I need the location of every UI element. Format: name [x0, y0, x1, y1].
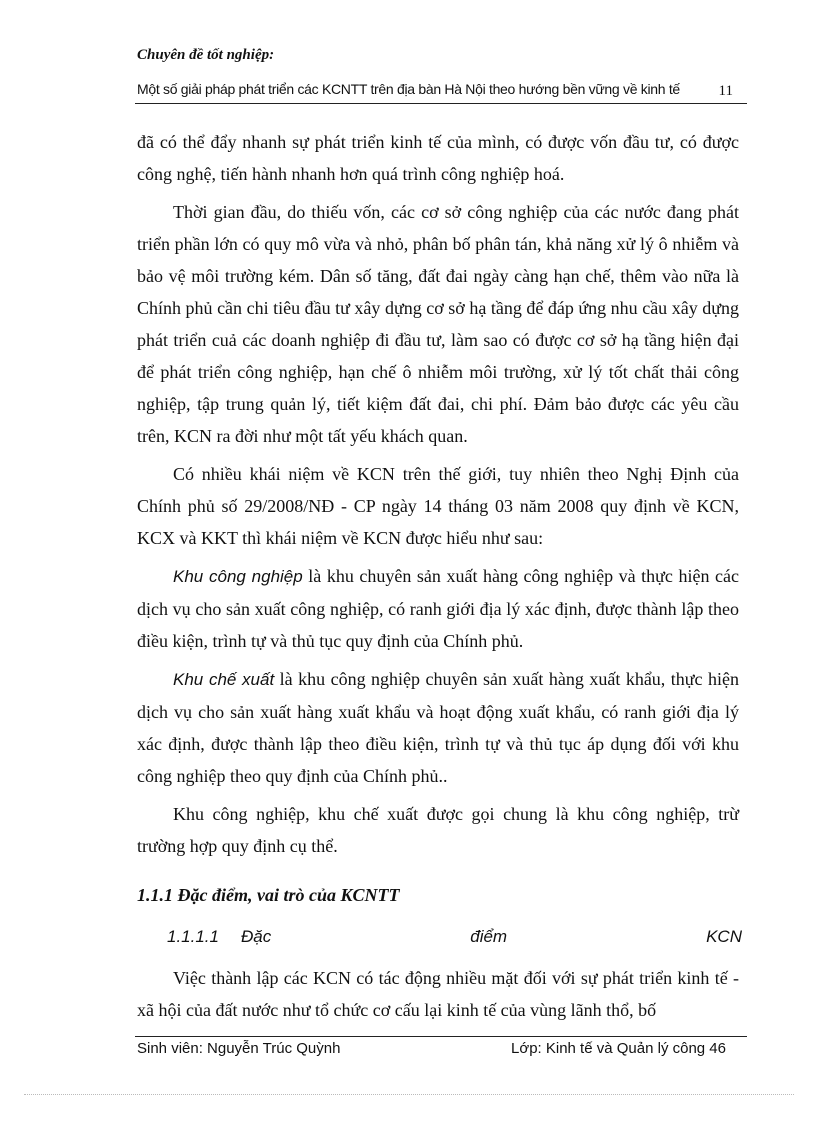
subsection-word: Đặc: [241, 927, 272, 946]
paragraph: Việc thành lập các KCN có tác động nhiều mặt đối với sự phát triển kinh tế - xã hội của đất nước như tổ chức cơ cấu lại kinh tế của vùng lãnh thổ, bố: [137, 968, 739, 1020]
subsection-word: KCN: [706, 927, 742, 946]
definition-text: là khu công nghiệp chuyên sản xuất hàng xuất khẩu, thực hiện dịch vụ cho sản xuất hàng xuất khẩu và hoạt động xuất khẩu, có ranh giới địa lý xác định, được thành lập theo điều kiện, trình tự và thủ tục áp dụng đối với khu công nghiệp theo quy định của Chính phủ..: [137, 669, 739, 786]
definition-paragraph: [137, 663, 739, 792]
body-text-continued: [137, 962, 739, 1026]
definition-term: Khu chế xuất: [173, 670, 275, 689]
body-text: [137, 126, 739, 868]
footer-class: Lớp: Kinh tế và Quản lý công 46: [511, 1040, 726, 1057]
page-edge: [24, 1094, 794, 1095]
header-title: Chuyên đề tốt nghiệp:: [137, 47, 275, 63]
header-divider: [135, 103, 747, 104]
definition-text: là khu chuyên sản xuất hàng công nghiệp và thực hiện các dịch vụ cho sản xuất công nghiệp, có ranh giới địa lý xác định, được thành lập theo điều kiện, trình tự và thủ tục quy định của Chính phủ.: [137, 566, 739, 651]
subsection-word: điểm: [470, 927, 508, 946]
paragraph: Khu công nghiệp, khu chế xuất được gọi chung là khu công nghiệp, trừ trường hợp quy định cụ thể.: [137, 804, 739, 856]
footer-divider: [135, 1036, 747, 1037]
paragraph: Có nhiều khái niệm về KCN trên thế giới, tuy nhiên theo Nghị Định của Chính phủ số 29/2008/NĐ - CP ngày 14 tháng 03 năm 2008 quy định về KCN, KCX và KKT thì khái niệm về KCN được hiểu như sau:: [137, 464, 739, 548]
subsection-heading: [167, 927, 742, 947]
header-subtitle-text: Một số giải pháp phát triển các KCNTT trên địa bàn Hà Nội theo hướng bền vững về kinh tế: [137, 81, 680, 97]
paragraph: đã có thể đẩy nhanh sự phát triển kinh tế của mình, có được vốn đầu tư, có được công nghệ, tiến hành nhanh hơn quá trình công nghiệp hoá.: [137, 132, 739, 184]
section-heading: 1.1.1 Đặc điểm, vai trò của KCNTT: [137, 885, 400, 905]
page-number: 11: [718, 83, 733, 99]
paragraph: Thời gian đầu, do thiếu vốn, các cơ sở công nghiệp của các nước đang phát triển phần lớn có quy mô vừa và nhỏ, phân bố phân tán, khả năng xử lý ô nhiễm và bảo vệ môi trường kém. Dân số tăng, đất đai ngày càng hạn chế, thêm vào nữa là Chính phủ cần chi tiêu đầu tư xây dựng cơ sở hạ tầng để đáp ứng nhu cầu xây dựng phát triển cuả các doanh nghiệp đi đầu tư, làm sao có được cơ sở hạ tầng hiện đại để phát triển công nghiệp, hạn chế ô nhiễm môi trường, xử lý tốt chất thải công nghiệp, tập trung quản lý, tiết kiệm đất đai, chi phí. Đảm bảo được các yêu cầu trên, KCN ra đời như một tất yếu khách quan.: [137, 202, 739, 446]
definition-term: Khu công nghiệp: [173, 567, 303, 586]
subsection-title: [241, 927, 742, 947]
footer-student: Sinh viên: Nguyễn Trúc Quỳnh: [137, 1040, 341, 1057]
definition-paragraph: [137, 560, 739, 657]
header-subtitle: [137, 81, 743, 97]
subsection-number: 1.1.1.1: [167, 927, 219, 946]
